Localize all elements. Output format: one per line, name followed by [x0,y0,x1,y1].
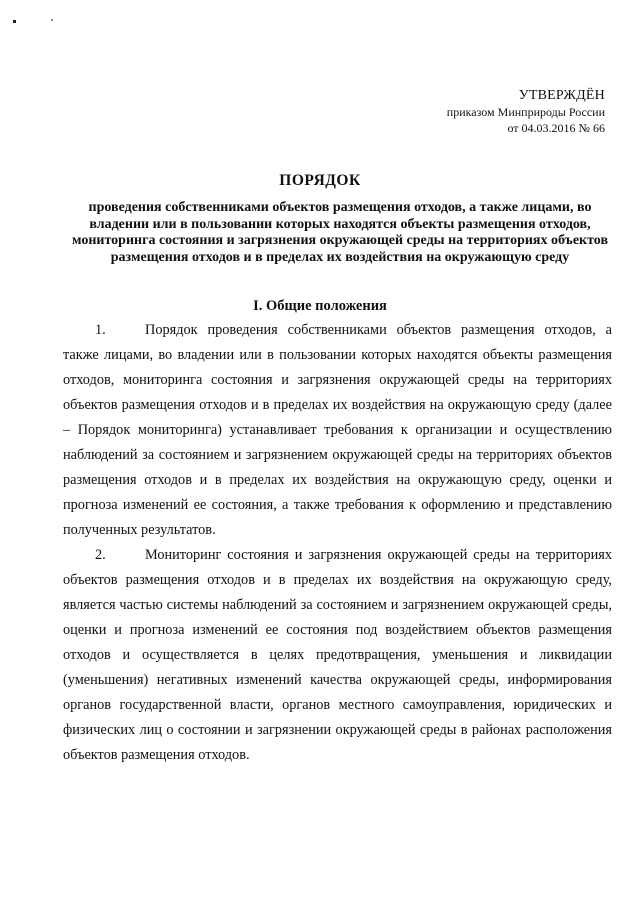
section-heading: I. Общие положения [253,298,387,314]
scan-speck [51,19,53,21]
document-subtitle: проведения собственниками объектов размещения отходов, а также лицами, во владении или в пользовании которых находятся объекты размещения отходов, мониторинга состояния и загрязнения окружающей среды на территориях объектов размещения отходов и в пределах их воздействия на окружающую среду [72,200,608,265]
approval-order-line: приказом Минприроды России [446,105,605,119]
paragraph-1 [63,318,612,543]
approval-title: УТВЕРЖДЁН [518,88,605,103]
scan-speck [13,20,16,23]
paragraph-text: Порядок проведения собственниками объектов размещения отходов, а также лицами, во владении или в пользовании которых находятся объекты размещения отходов, мониторинга состояния и загрязнения окружающей среды на территориях объектов размещения отходов и в пределах их воздействия на окружающую среду (далее – Порядок мониторинга) устанавливает требования к организации и осуществлению наблюдений за состоянием и загрязнением окружающей среды на территориях объектов размещения отходов и в пределах их воздействия на окружающую среду, оценки и прогноза изменений ее состояния, а также требования к оформлению и представлению полученных результатов. [63,322,612,538]
paragraph-number: 1. [95,322,106,338]
paragraph-number: 2. [95,547,106,563]
approval-date-line: от 04.03.2016 № 66 [507,121,605,135]
paragraph-2 [63,543,612,768]
approval-block [380,88,605,136]
document-title: ПОРЯДОК [279,172,361,189]
paragraph-text: Мониторинг состояния и загрязнения окружающей среды на территориях объектов размещения отходов и в пределах их воздействия на окружающую среду, является частью системы наблюдений за состоянием и загрязнением окружающей среды, оценки и прогноза изменений ее состояния под воздействием объектов размещения отходов и осуществляется в целях предотвращения, уменьшения и ликвидации (уменьшения) негативных изменений качества окружающей среды, информирования органов государственной власти, органов местного самоуправления, юридических и физических лиц о состоянии и загрязнении окружающей среды в районах расположения объектов размещения отходов. [63,547,612,763]
